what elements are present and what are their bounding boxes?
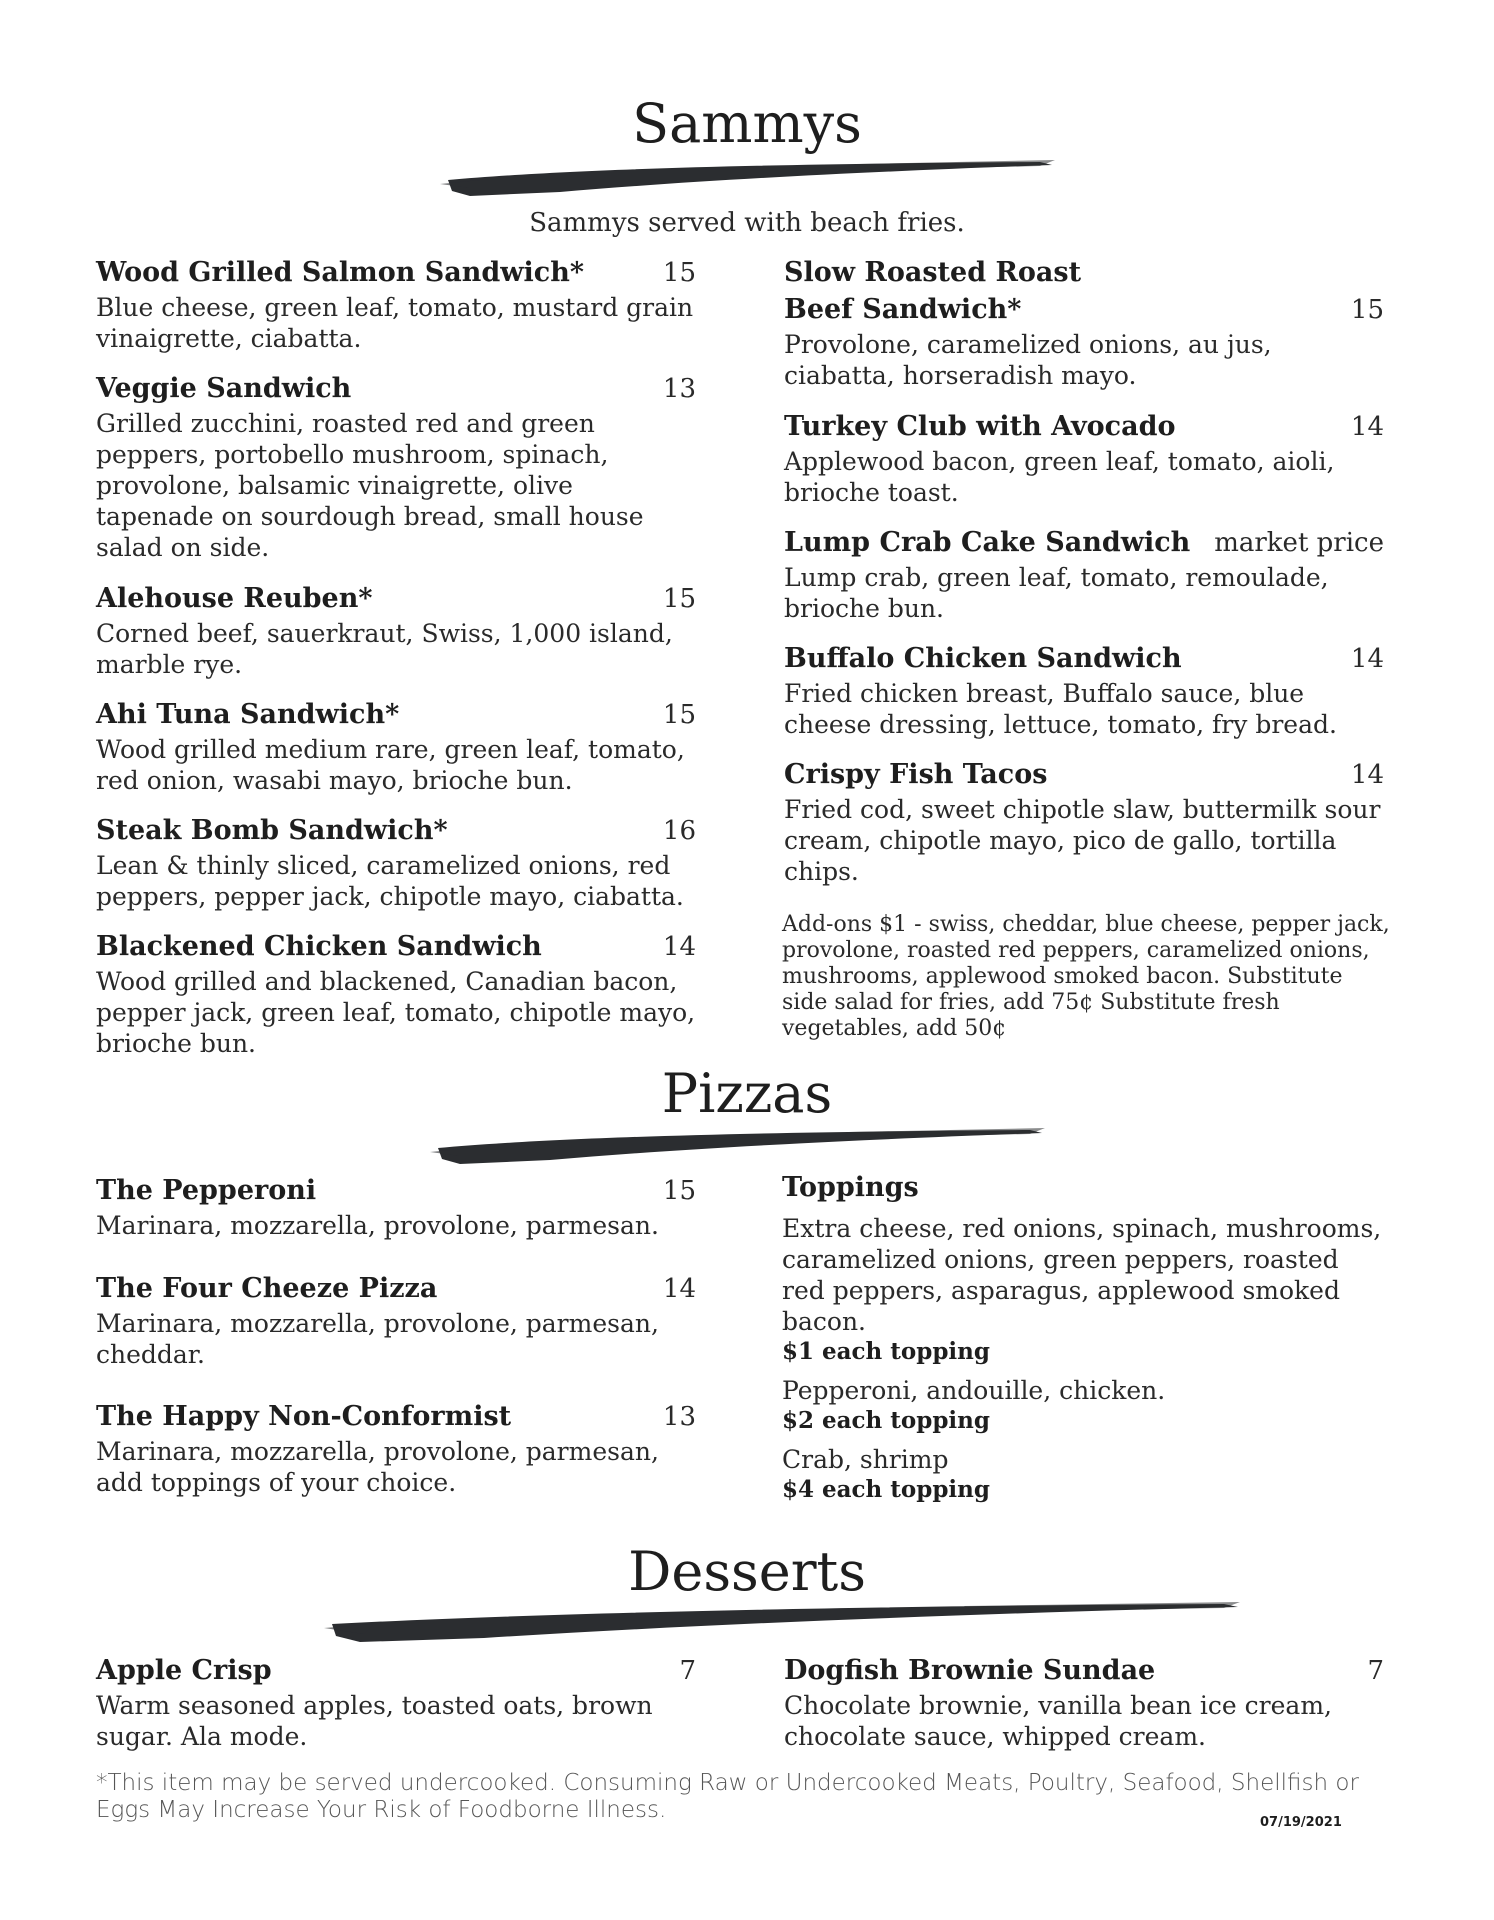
topping-group-desc: Pepperoni, andouille, chicken.	[782, 1376, 1166, 1405]
item-name: Beef Sandwich*	[784, 294, 1022, 325]
desserts-title: Desserts	[628, 1540, 866, 1603]
item-price: 15	[662, 258, 696, 288]
menu-item	[784, 524, 1384, 624]
brush-divider	[440, 158, 1060, 200]
item-desc: Fried cod, sweet chipotle slaw, buttermilk sour cream, chipotle mayo, pico de gallo, tortilla chips.	[784, 795, 1381, 886]
menu-item	[96, 928, 696, 1059]
item-price: 14	[1350, 412, 1384, 442]
item-price: 14	[1350, 644, 1384, 674]
item-desc: Blue cheese, green leaf, tomato, mustard grain vinaigrette, ciabatta.	[96, 293, 694, 353]
menu-item	[96, 1398, 696, 1498]
item-name: Steak Bomb Sandwich*	[96, 815, 448, 846]
item-name: Alehouse Reuben*	[96, 583, 373, 614]
brush-divider	[324, 1600, 1244, 1646]
item-desc: Lean & thinly sliced, caramelized onions, red peppers, pepper jack, chipotle mayo, ciabatta.	[96, 851, 684, 911]
brush-divider	[430, 1126, 1050, 1168]
item-name: Dogfish Brownie Sundae	[784, 1655, 1156, 1686]
menu-item	[784, 408, 1384, 508]
topping-group-desc: Extra cheese, red onions, spinach, mushrooms, caramelized onions, green peppers, roasted red peppers, asparagus, applewood smoked bacon.	[782, 1214, 1382, 1336]
footer-disclaimer: *This item may be served undercooked. Consuming Raw or Undercooked Meats, Poultry, Seafood, Shellfish or Eggs May Increase Your Risk of Foodborne Illness.	[96, 1770, 1359, 1823]
item-desc: Wood grilled and blackened, Canadian bacon, pepper jack, green leaf, tomato, chipotle mayo, brioche bun.	[96, 967, 696, 1058]
item-name: The Happy Non-Conformist	[96, 1401, 512, 1432]
item-desc: Warm seasoned apples, toasted oats, brown sugar. Ala mode.	[96, 1691, 653, 1751]
item-price: 7	[1367, 1656, 1384, 1686]
item-desc: Marinara, mozzarella, provolone, parmesan.	[96, 1211, 659, 1240]
item-price: 14	[662, 932, 696, 962]
item-desc: Applewood bacon, green leaf, tomato, aioli, brioche toast.	[784, 447, 1335, 507]
toppings-title: Toppings	[782, 1172, 919, 1203]
item-price: 14	[662, 1274, 696, 1304]
item-price: 13	[662, 374, 696, 404]
date-stamp: 07/19/2021	[1260, 1815, 1342, 1830]
item-name: Ahi Tuna Sandwich*	[96, 699, 400, 730]
item-name: Lump Crab Cake Sandwich	[784, 527, 1191, 558]
item-desc: Grilled zucchini, roasted red and green peppers, portobello mushroom, spinach, provolone, balsamic vinaigrette, olive tapenade on sourdough bread, small house salad on side.	[96, 409, 644, 562]
item-price: 15	[1350, 295, 1384, 325]
item-name: Veggie Sandwich	[96, 373, 352, 404]
item-name: Crispy Fish Tacos	[784, 759, 1048, 790]
item-name: Apple Crisp	[96, 1655, 272, 1686]
sammys-title: Sammys	[632, 92, 862, 155]
item-desc: Chocolate brownie, vanilla bean ice cream, chocolate sauce, whipped cream.	[784, 1691, 1332, 1751]
sammys-subtitle: Sammys served with beach fries.	[529, 208, 965, 238]
menu-item	[784, 756, 1384, 887]
item-desc: Provolone, caramelized onions, au jus, ciabatta, horseradish mayo.	[784, 330, 1272, 390]
item-name: The Four Cheeze Pizza	[96, 1273, 438, 1304]
topping-group-desc: Crab, shrimp	[782, 1445, 949, 1474]
item-desc: Wood grilled medium rare, green leaf, tomato, red onion, wasabi mayo, brioche bun.	[96, 735, 685, 795]
menu-item	[96, 370, 696, 563]
item-name: Blackened Chicken Sandwich	[96, 931, 542, 962]
item-price: 15	[662, 1176, 696, 1206]
item-name-line1: Slow Roasted Roast	[784, 257, 1082, 288]
item-price: 14	[1350, 760, 1384, 790]
item-desc: Lump crab, green leaf, tomato, remoulade, brioche bun.	[784, 563, 1329, 623]
item-name: Buffalo Chicken Sandwich	[784, 643, 1182, 674]
menu-item	[96, 254, 696, 354]
topping-group-price: $4 each topping	[782, 1476, 990, 1503]
menu-item	[784, 640, 1384, 740]
item-price: 13	[662, 1402, 696, 1432]
menu-item	[784, 254, 1384, 391]
item-name: Turkey Club with Avocado	[784, 411, 1176, 442]
item-desc: Fried chicken breast, Buffalo sauce, blue cheese dressing, lettuce, tomato, fry bread.	[784, 679, 1337, 739]
addons-note: Add-ons $1 - swiss, cheddar, blue cheese, pepper jack, provolone, roasted red peppers, caramelized onions, mushrooms, applewood smoked bacon. Substitute side salad for fries, add 75¢ Substitute fresh vegetables, add 50¢	[782, 912, 1390, 1041]
pizzas-title: Pizzas	[661, 1062, 833, 1125]
item-desc: Marinara, mozzarella, provolone, parmesan, add toppings of your choice.	[96, 1437, 659, 1497]
item-desc: Corned beef, sauerkraut, Swiss, 1,000 island, marble rye.	[96, 619, 673, 679]
menu-item	[96, 1652, 696, 1752]
toppings-block	[782, 1172, 1382, 1505]
item-price: 15	[662, 584, 696, 614]
menu-item	[784, 1652, 1384, 1752]
item-price: market price	[1214, 528, 1384, 558]
item-price: 16	[662, 816, 696, 846]
menu-item	[96, 1172, 696, 1241]
item-desc: Marinara, mozzarella, provolone, parmesan, cheddar.	[96, 1309, 659, 1369]
menu-item	[96, 812, 696, 912]
topping-group-price: $2 each topping	[782, 1407, 990, 1434]
topping-group-price: $1 each topping	[782, 1338, 990, 1365]
menu-item	[96, 580, 696, 680]
menu-item	[96, 1270, 696, 1370]
menu-item	[96, 696, 696, 796]
item-name: Wood Grilled Salmon Sandwich*	[96, 257, 584, 288]
item-price: 15	[662, 700, 696, 730]
item-price: 7	[679, 1656, 696, 1686]
item-name: The Pepperoni	[96, 1175, 317, 1206]
